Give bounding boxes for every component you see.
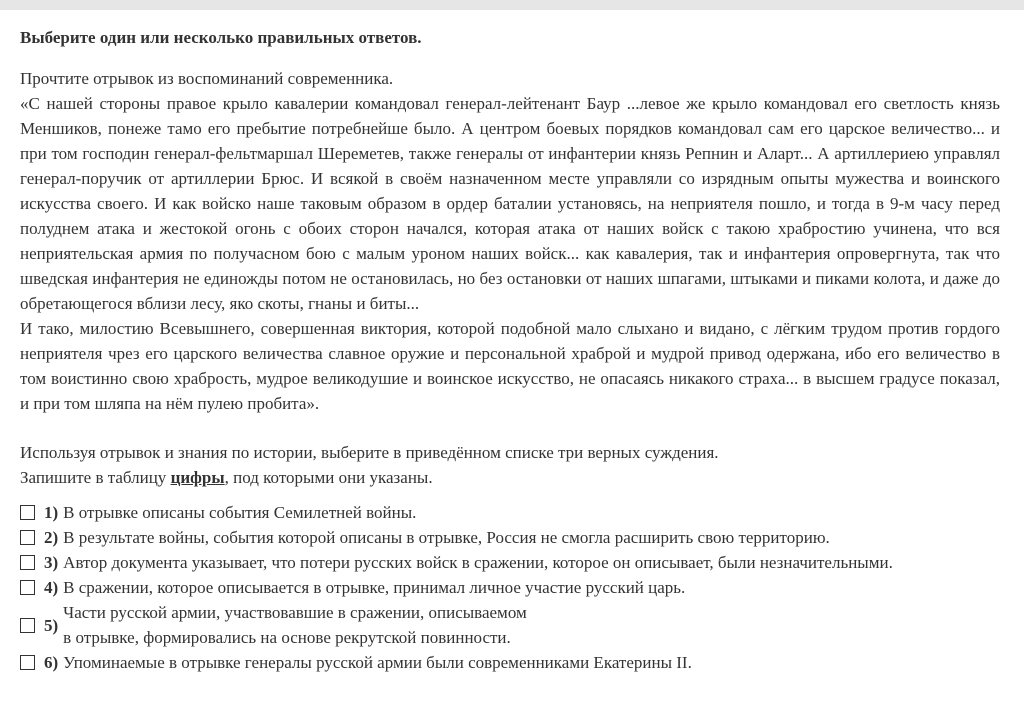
task-line-2-end: , под которыми они указаны. bbox=[224, 468, 433, 487]
answer-option-6[interactable] bbox=[20, 650, 1000, 675]
passage-paragraph-2: И тако, милостию Всевышнего, совершенная виктория, которой подобной мало слыхано и видано, с лёгким трудом против гордого неприятеля чрез его царского величества славное оружие и персональной храброй и мудрой привод одержана, ибо его величество в том воистинно свою храбрость, мудрое великодушие и воинское искусство, не опасаясь никакого страха... в высшем градусе показал, и при том шляпа на нём пулею пробита». bbox=[20, 319, 1000, 413]
answer-option-3[interactable] bbox=[20, 550, 1000, 575]
option-4-checkbox[interactable] bbox=[20, 580, 35, 595]
option-1-checkbox[interactable] bbox=[20, 505, 35, 520]
option-6-number: 6) bbox=[44, 653, 59, 672]
answer-option-4[interactable] bbox=[20, 575, 1000, 600]
passage-intro: Прочтите отрывок из воспоминаний современника. bbox=[20, 69, 394, 88]
option-6-checkbox[interactable] bbox=[20, 655, 35, 670]
task-line-1: Используя отрывок и знания по истории, выберите в приведённом списке три верных суждения. bbox=[20, 443, 719, 462]
answer-option-1[interactable] bbox=[20, 500, 1000, 525]
passage-paragraph-1: «С нашей стороны правое крыло кавалерии командовал генерал-лейтенант Баур ...левое же крыло командовал его светлость князь Меншиков, понеже тамо его пребытие потребнейше было. А центром боевых порядков командовал сам его царское величество... и при том господин генерал-фельтмаршал Шереметев, также генералы от инфантерии князь Репнин и Аларт... А артиллериею управлял генерал-поручик от артиллерии Брюс. И всякой в своём назначенном месте управляли со изрядным опыты мужества и воинского искусства своего. И как войско наше таковым образом в ордер баталии установясь, на неприятеля пошло, и тогда в 9-м часу перед полуднем атака и жестокой огонь с обоих сторон начался, которая атака от наших войск с такою храбростию учинена, что вся неприятельская армия по получасном бою с малым уроном наших войск... как кавалерия, так и инфантерия опровергнута, так что шведская инфантерия не единожды потом не остановилась, но без остановки от наших шпагами, штыками и пиками колота, и даже до обретающегося вблизи лесу, яко скоты, гнаны и биты... bbox=[20, 94, 1000, 313]
question-content bbox=[20, 27, 1000, 675]
option-5-text-line-1: Части русской армии, участвовавшие в сражении, описываемом bbox=[63, 603, 527, 622]
task-text bbox=[20, 440, 1000, 490]
option-5-text-line-2: в отрывке, формировались на основе рекрутской повинности. bbox=[63, 628, 511, 647]
answer-option-2[interactable] bbox=[20, 525, 1000, 550]
option-1-number: 1) bbox=[44, 503, 59, 522]
option-2-text: В результате войны, события которой описаны в отрывке, Россия не смогла расширить свою территорию. bbox=[63, 528, 830, 547]
task-line-2-start: Запишите в таблицу bbox=[20, 468, 171, 487]
option-2-number: 2) bbox=[44, 528, 59, 547]
top-bar bbox=[0, 0, 1024, 10]
option-3-text: Автор документа указывает, что потери русских войск в сражении, которое он описывает, были незначительными. bbox=[63, 553, 893, 572]
option-3-checkbox[interactable] bbox=[20, 555, 35, 570]
option-2-checkbox[interactable] bbox=[20, 530, 35, 545]
question-instruction: Выберите один или несколько правильных ответов. bbox=[20, 28, 422, 47]
option-3-number: 3) bbox=[44, 553, 59, 572]
option-4-text: В сражении, которое описывается в отрывке, принимал личное участие русский царь. bbox=[63, 578, 686, 597]
answer-option-5[interactable] bbox=[20, 600, 1000, 650]
task-emphasis: цифры bbox=[170, 468, 225, 487]
option-4-number: 4) bbox=[44, 578, 59, 597]
task-line-2 bbox=[20, 465, 1000, 490]
option-5-checkbox[interactable] bbox=[20, 618, 35, 633]
option-6-text: Упоминаемые в отрывке генералы русской армии были современниками Екатерины II. bbox=[63, 653, 692, 672]
source-passage bbox=[20, 66, 1000, 416]
answer-options bbox=[20, 500, 1000, 675]
option-5-text bbox=[63, 600, 527, 650]
option-5-number: 5) bbox=[44, 615, 59, 635]
option-1-text: В отрывке описаны события Семилетней войны. bbox=[63, 503, 417, 522]
